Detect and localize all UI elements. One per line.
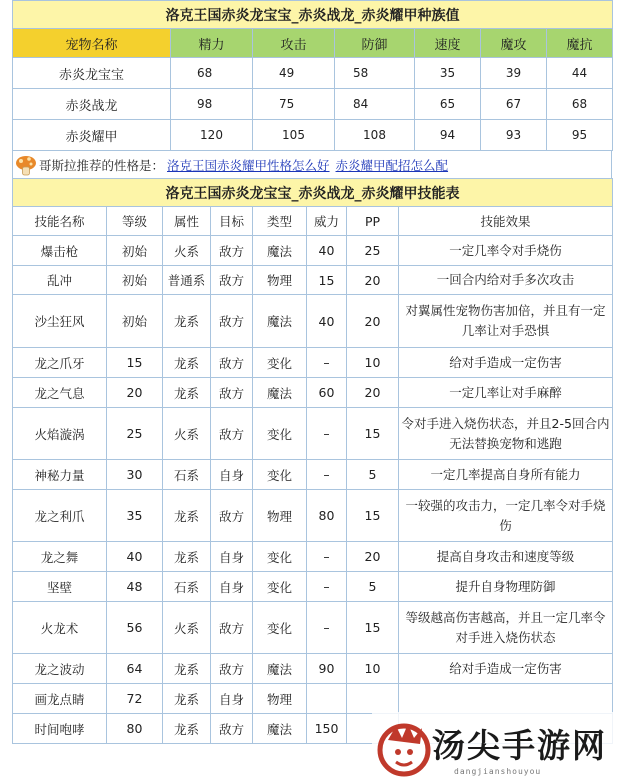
stats-cell: 84 [335,89,415,120]
stats-header: 宠物名称 [13,29,171,58]
skill-level: 30 [107,460,163,490]
skill-level: 20 [107,378,163,408]
site-watermark [372,712,622,783]
skill-power: 40 [307,236,347,266]
skill-effect: 等级越高伤害越高，并且一定几率令对手进入烧伤状态 [399,602,613,654]
stats-row [13,120,613,151]
stats-cell: 93 [481,120,547,151]
skill-attr: 石系 [163,572,211,602]
skill-pp [347,684,399,714]
skill-target: 自身 [211,572,253,602]
skill-target: 敌方 [211,236,253,266]
skill-power [307,684,347,714]
stats-cell: 95 [547,120,613,151]
stats-header-row [13,29,613,58]
skill-name: 龙之爪牙 [13,348,107,378]
skill-row [13,654,613,684]
skill-type: 魔法 [253,295,307,348]
skill-name: 坚壁 [13,572,107,602]
skill-attr: 龙系 [163,654,211,684]
skill-row [13,378,613,408]
skill-power: 90 [307,654,347,684]
skill-power: – [307,460,347,490]
skill-target: 敌方 [211,295,253,348]
skill-level: 初始 [107,236,163,266]
stats-cell: 98 [171,89,253,120]
stats-cell: 39 [481,58,547,89]
watermark-subtext: dangjianshouyou [454,767,542,776]
skill-row [13,408,613,460]
skill-effect: 给对手造成一定伤害 [399,654,613,684]
skill-power: 40 [307,295,347,348]
skill-name: 龙之利爪 [13,490,107,542]
skill-effect: 一定几率提高自身所有能力 [399,460,613,490]
skill-row [13,460,613,490]
skill-name: 乱冲 [13,266,107,295]
skills-title: 洛克王国赤炎龙宝宝_赤炎战龙_赤炎耀甲技能表 [13,179,613,207]
skill-type: 变化 [253,602,307,654]
page-frame [12,0,612,744]
recommend-line [12,151,612,178]
skill-effect: 提高自身攻击和速度等级 [399,542,613,572]
stats-cell: 67 [481,89,547,120]
skill-target: 自身 [211,542,253,572]
skill-target: 敌方 [211,714,253,744]
skill-name: 神秘力量 [13,460,107,490]
skill-name: 画龙点睛 [13,684,107,714]
skill-target: 自身 [211,684,253,714]
skill-level: 35 [107,490,163,542]
skill-attr: 龙系 [163,348,211,378]
skill-type: 物理 [253,266,307,295]
skill-effect: 一较强的攻击力，一定几率令对手烧伤 [399,490,613,542]
skills-header: PP [347,207,399,236]
skill-power: 80 [307,490,347,542]
skill-type: 变化 [253,408,307,460]
skill-pp: 20 [347,295,399,348]
skill-pp: 15 [347,602,399,654]
stats-header: 精力 [171,29,253,58]
skill-name: 龙之气息 [13,378,107,408]
skill-row [13,236,613,266]
skill-type: 物理 [253,490,307,542]
skill-row [13,572,613,602]
stats-cell: 68 [547,89,613,120]
moveset-guide-link[interactable]: 赤炎耀甲配招怎么配 [335,157,449,173]
skill-attr: 石系 [163,460,211,490]
stats-cell: 赤炎战龙 [13,89,171,120]
skill-power: – [307,348,347,378]
mushroom-icon [15,154,37,176]
skills-header: 类型 [253,207,307,236]
skill-pp: 10 [347,654,399,684]
skill-target: 敌方 [211,602,253,654]
stats-cell: 58 [335,58,415,89]
stats-header: 攻击 [253,29,335,58]
skill-attr: 火系 [163,602,211,654]
skill-row [13,602,613,654]
skills-header: 目标 [211,207,253,236]
skill-power: – [307,572,347,602]
skill-pp: 15 [347,408,399,460]
skill-level: 64 [107,654,163,684]
skill-type: 魔法 [253,236,307,266]
skill-power: – [307,542,347,572]
skill-target: 自身 [211,460,253,490]
skill-type: 变化 [253,348,307,378]
skill-pp: 25 [347,236,399,266]
skill-pp: 15 [347,490,399,542]
skill-level: 40 [107,542,163,572]
stats-header: 速度 [415,29,481,58]
skills-table [12,178,613,744]
skill-level: 15 [107,348,163,378]
mascot-logo-icon [374,718,434,778]
skill-name: 爆击枪 [13,236,107,266]
stats-cell: 赤炎耀甲 [13,120,171,151]
skill-name: 时间咆哮 [13,714,107,744]
stats-row [13,58,613,89]
stats-cell: 35 [415,58,481,89]
skill-row [13,348,613,378]
watermark-text: 汤尖手游网 [432,726,607,765]
skill-level: 80 [107,714,163,744]
stats-cell: 94 [415,120,481,151]
skill-type: 变化 [253,460,307,490]
skill-name: 火龙术 [13,602,107,654]
skills-header: 技能效果 [399,207,613,236]
skill-effect: 对翼属性宠物伤害加倍，并且有一定几率让对手恐惧 [399,295,613,348]
skill-row [13,266,613,295]
skill-target: 敌方 [211,654,253,684]
recommend-prefix: 哥斯拉推荐的性格是： [39,157,165,173]
skill-attr: 龙系 [163,378,211,408]
skill-effect: 令对手进入烧伤状态，并且2-5回合内无法替换宠物和逃跑 [399,408,613,460]
skill-name: 沙尘狂风 [13,295,107,348]
skill-type: 物理 [253,684,307,714]
skill-type: 变化 [253,542,307,572]
skill-level: 25 [107,408,163,460]
skill-name: 龙之波动 [13,654,107,684]
skill-row [13,542,613,572]
skill-pp: 5 [347,572,399,602]
skill-effect: 一定几率令对手烧伤 [399,236,613,266]
stats-cell: 44 [547,58,613,89]
stats-row [13,89,613,120]
skill-pp: 20 [347,266,399,295]
skill-pp: 5 [347,460,399,490]
stats-cell: 105 [253,120,335,151]
skill-effect: 提升自身物理防御 [399,572,613,602]
skill-target: 敌方 [211,490,253,542]
skill-effect: 一回合内给对手多次攻击 [399,266,613,295]
skill-attr: 龙系 [163,295,211,348]
skill-name: 龙之舞 [13,542,107,572]
skill-pp: 10 [347,348,399,378]
skill-attr: 火系 [163,408,211,460]
stats-cell: 赤炎龙宝宝 [13,58,171,89]
skill-target: 敌方 [211,408,253,460]
skill-attr: 龙系 [163,684,211,714]
skill-attr: 龙系 [163,714,211,744]
skill-target: 敌方 [211,378,253,408]
skill-type: 魔法 [253,378,307,408]
skill-row [13,295,613,348]
stats-cell: 49 [253,58,335,89]
skill-power: – [307,602,347,654]
skill-effect [399,684,613,714]
stats-table [12,0,613,151]
skill-attr: 火系 [163,236,211,266]
skill-level: 初始 [107,266,163,295]
skill-target: 敌方 [211,348,253,378]
skill-power: – [307,408,347,460]
skill-row [13,684,613,714]
skill-name: 火焰漩涡 [13,408,107,460]
skills-header: 威力 [307,207,347,236]
skill-attr: 龙系 [163,542,211,572]
skill-attr: 龙系 [163,490,211,542]
skill-pp: 20 [347,378,399,408]
skill-attr: 普通系 [163,266,211,295]
skill-type: 变化 [253,572,307,602]
skill-target: 敌方 [211,266,253,295]
stats-header: 魔抗 [547,29,613,58]
skills-header: 等级 [107,207,163,236]
stats-cell: 68 [171,58,253,89]
stats-header: 防御 [335,29,415,58]
skill-level: 72 [107,684,163,714]
skill-type: 魔法 [253,654,307,684]
skill-row [13,490,613,542]
stats-cell: 65 [415,89,481,120]
skill-power: 150 [307,714,347,744]
skills-header: 技能名称 [13,207,107,236]
nature-guide-link[interactable]: 洛克王国赤炎耀甲性格怎么好 [167,157,330,173]
skills-header: 属性 [163,207,211,236]
skill-effect: 一定几率让对手麻醉 [399,378,613,408]
stats-cell: 120 [171,120,253,151]
skill-type: 魔法 [253,714,307,744]
skill-level: 48 [107,572,163,602]
stats-header: 魔攻 [481,29,547,58]
skill-level: 初始 [107,295,163,348]
skill-effect: 给对手造成一定伤害 [399,348,613,378]
skill-power: 60 [307,378,347,408]
stats-cell: 75 [253,89,335,120]
stats-title: 洛克王国赤炎龙宝宝_赤炎战龙_赤炎耀甲种族值 [13,1,613,29]
skill-level: 56 [107,602,163,654]
skills-header-row [13,207,613,236]
skill-pp: 20 [347,542,399,572]
skill-power: 15 [307,266,347,295]
stats-cell: 108 [335,120,415,151]
